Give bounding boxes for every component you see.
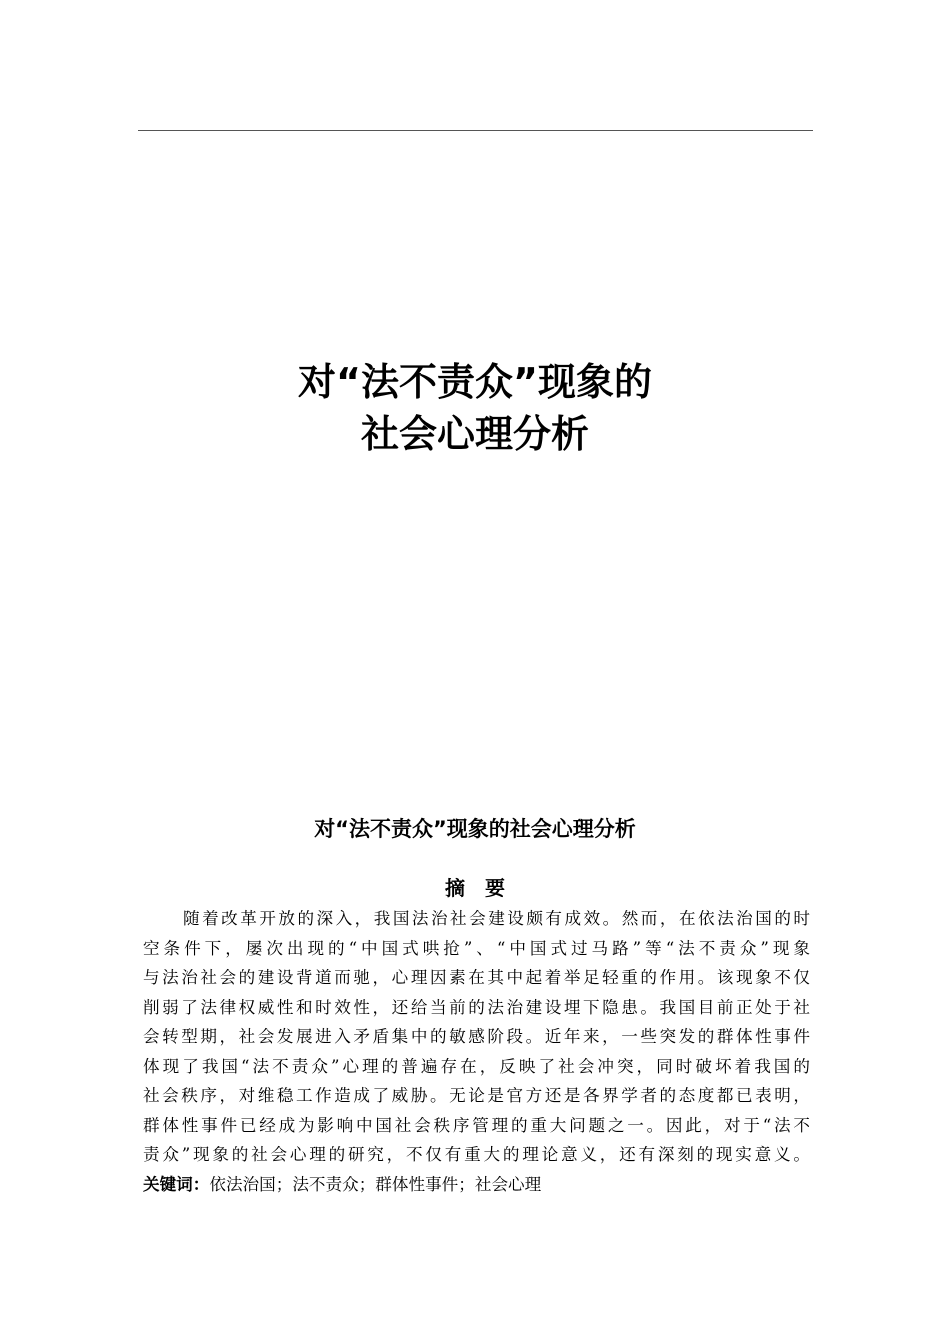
- abstract-label: 摘 要: [445, 876, 505, 900]
- header-rule: [138, 130, 813, 131]
- abstract-heading: 对“法不责众”现象的社会心理分析: [314, 817, 636, 841]
- keywords: [143, 1170, 810, 1200]
- keywords-label: 关键词：: [143, 1174, 210, 1194]
- keywords-text: 依法治国；法不责众；群体性事件；社会心理: [209, 1174, 542, 1194]
- abstract-line: 责众”现象的社会心理的研究，不仅有重大的理论意义，还有深刻的现实意义。: [143, 1145, 810, 1164]
- abstract-line: 群体性事件已经成为影响中国社会秩序管理的重大问题之一。因此，对于“法不: [143, 1115, 810, 1135]
- abstract-line: 社会秩序，对维稳工作造成了威胁。无论是官方还是各界学者的态度都已表明，: [143, 1086, 810, 1105]
- abstract-line: 体现了我国“法不责众”心理的普遍存在，反映了社会冲突，同时破坏着我国的: [143, 1056, 810, 1076]
- abstract-line: 随着改革开放的深入，我国法治社会建设颇有成效。然而，在依法治国的时: [183, 909, 810, 928]
- cover-title: [0, 356, 950, 460]
- cover-title-line-1: 对“法不责众”现象的: [298, 360, 652, 404]
- abstract-body: [143, 904, 810, 1199]
- abstract-line: 与法治社会的建设背道而驰，心理因素在其中起着举足轻重的作用。该现象不仅: [143, 968, 810, 987]
- abstract-line: 会转型期，社会发展进入矛盾集中的敏感阶段。近年来，一些突发的群体性事件: [143, 1027, 810, 1046]
- cover-title-line-2: 社会心理分析: [360, 412, 589, 456]
- abstract-line: 空条件下，屡次出现的“中国式哄抢”、“中国式过马路”等“法不责众”现象: [143, 938, 810, 958]
- abstract-line: 削弱了法律权威性和时效性，还给当前的法治建设埋下隐患。我国目前正处于社: [143, 997, 810, 1017]
